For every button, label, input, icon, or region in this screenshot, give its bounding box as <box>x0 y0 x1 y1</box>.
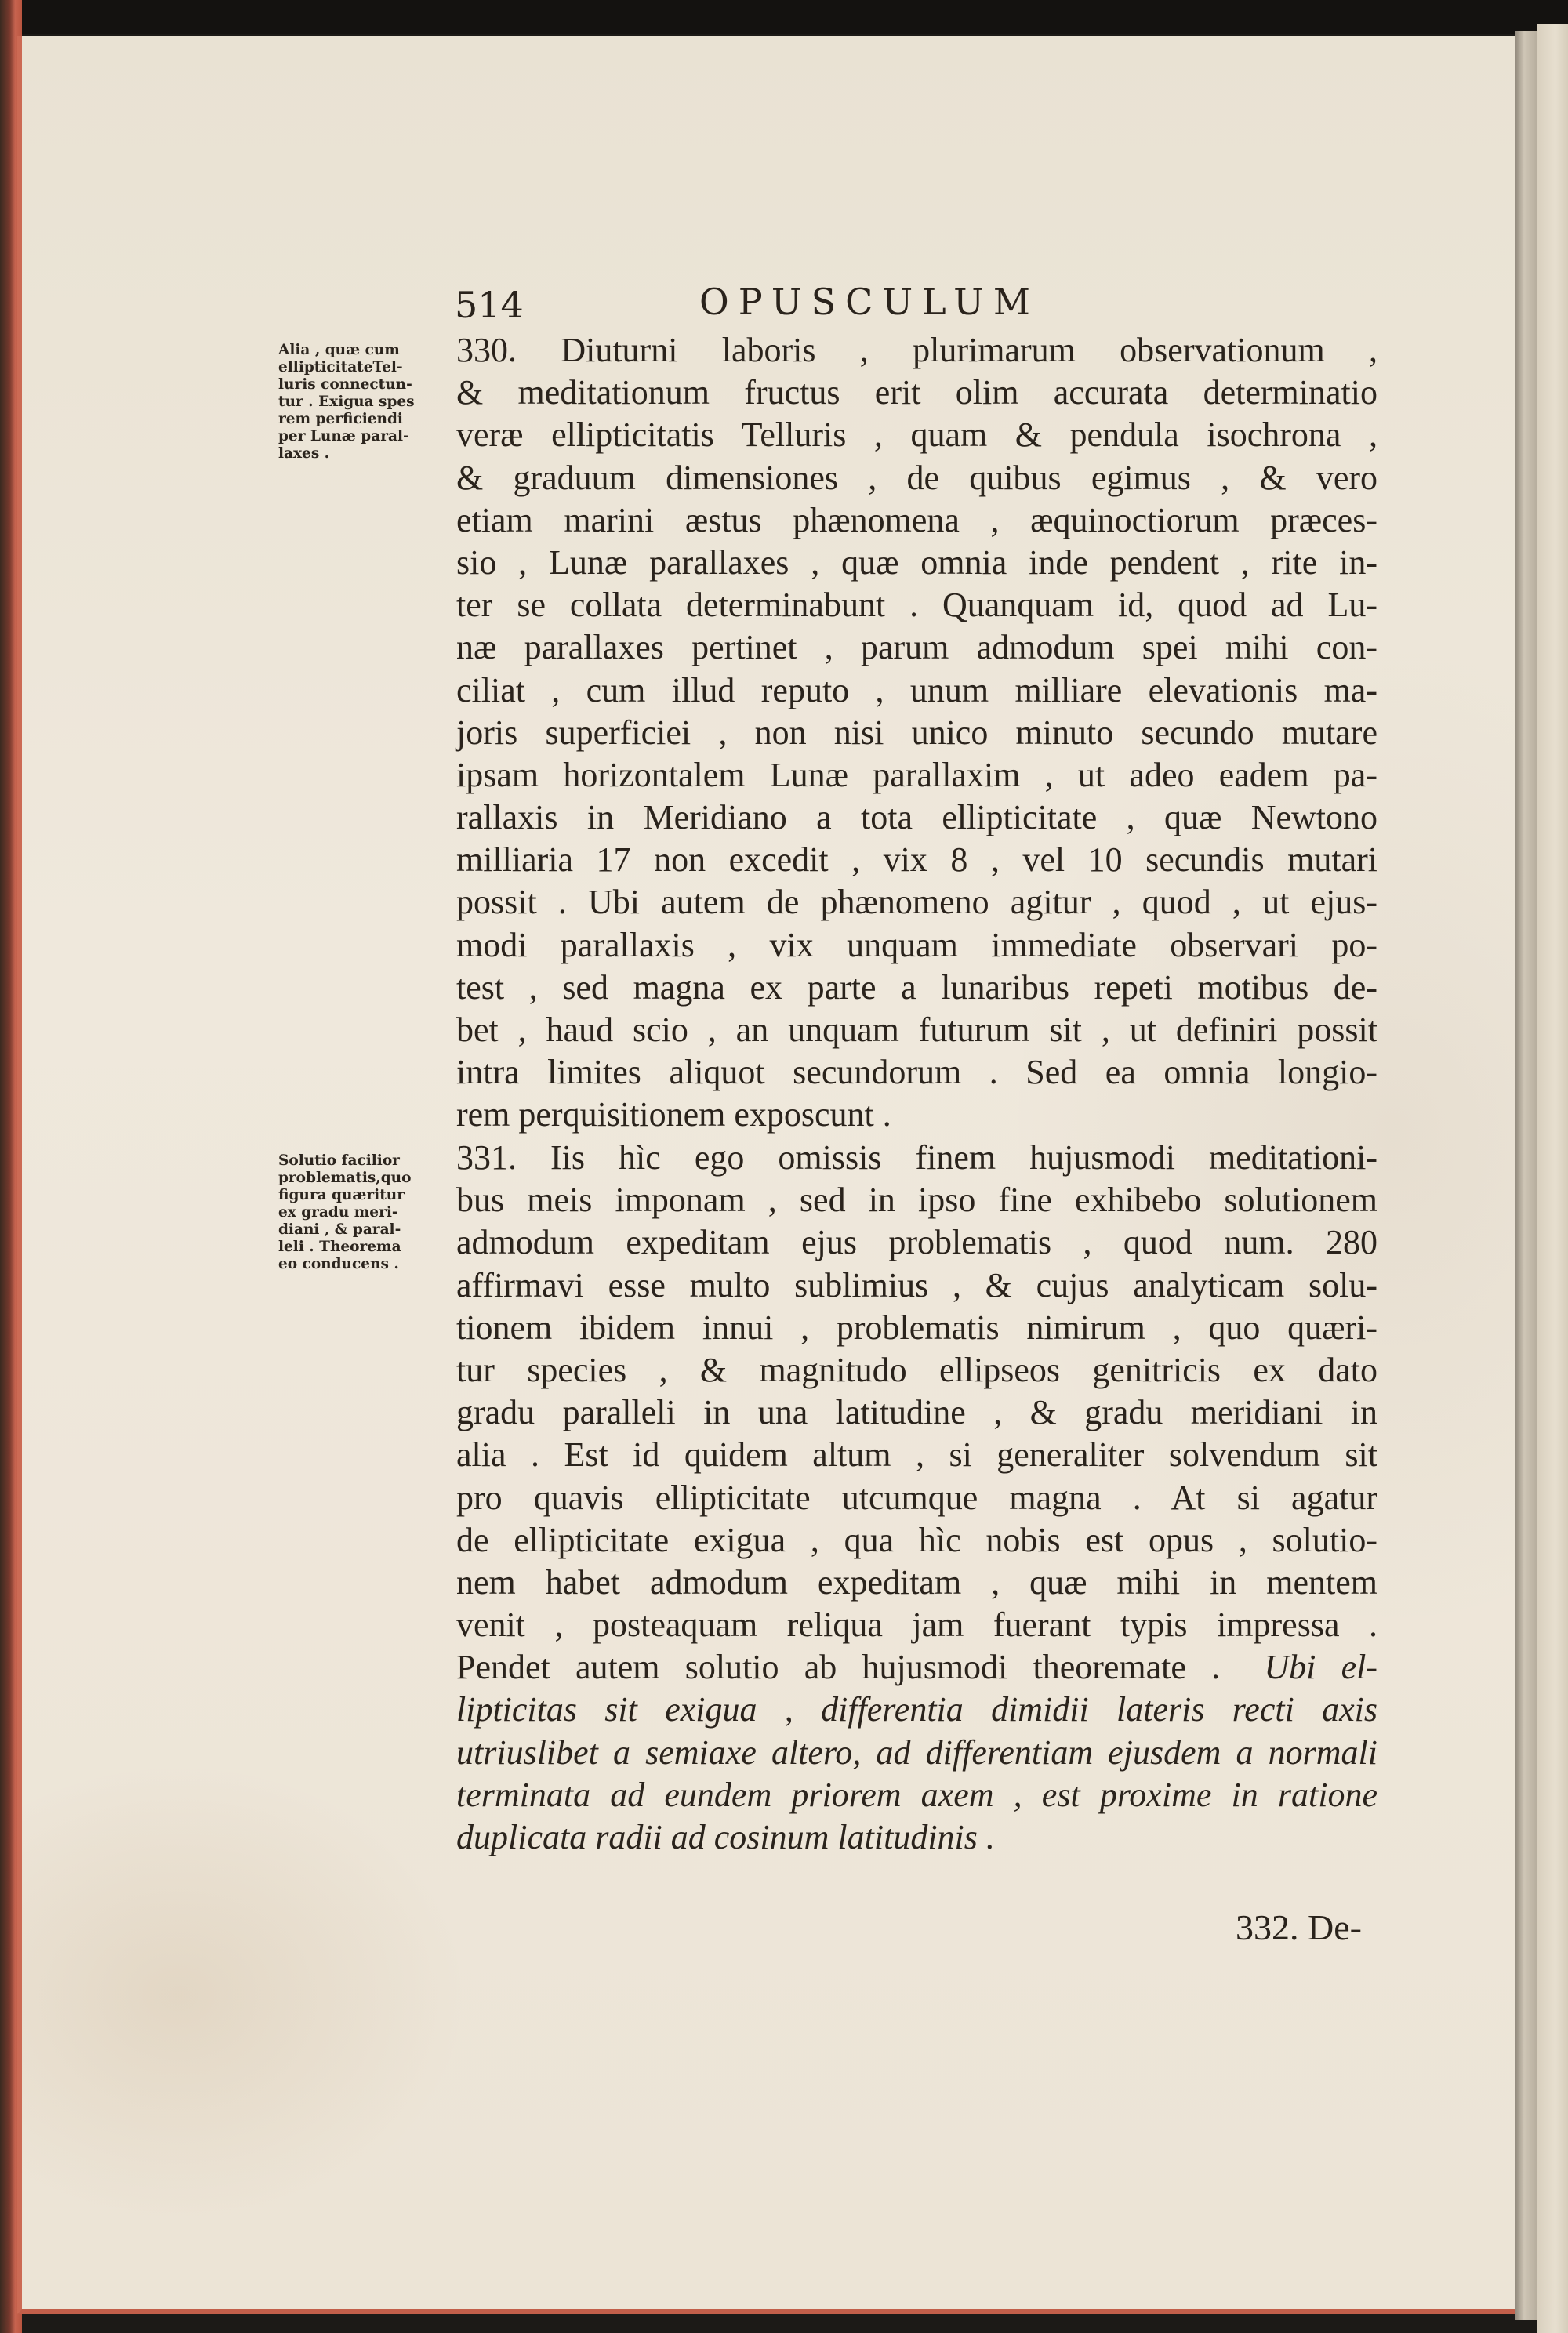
paragraph-330 <box>456 329 1377 1137</box>
theorem-line: lipticitas sit exigua , differentia dimidii lateris recti axis <box>456 1690 1377 1729</box>
margin-note-line: luris connectun- <box>278 376 412 393</box>
margin-note-line: leli . Theorema <box>278 1239 401 1255</box>
margin-note-line: figura quæritur <box>278 1187 405 1203</box>
text-line: ipsam horizontalem Lunæ parallaxim , ut adeo eadem pa- <box>456 755 1377 794</box>
text-line: 330. Diuturni laboris , plurimarum observationum , <box>456 331 1377 369</box>
text-line-with-theorem-start <box>456 1646 1377 1689</box>
text-line: venit , posteaquam reliqua jam fuerant typis impressa . <box>456 1606 1377 1645</box>
text-line: & graduum dimensiones , de quibus egimus , & vero <box>456 458 1377 497</box>
page-gutter <box>1515 31 1538 2320</box>
text-line: joris superficiei , non nisi unico minuto secundo mutare <box>456 713 1377 752</box>
margin-note-1 <box>278 342 449 463</box>
margin-note-line: problematis,quo <box>278 1170 412 1186</box>
text-line: nem habet admodum expeditam , quæ mihi in mentem <box>456 1562 1377 1602</box>
text-line: affirmavi esse multo sublimius , & cujus analyticam solu- <box>456 1265 1377 1304</box>
text-line: sio , Lunæ parallaxes , quæ omnia inde pendent , rite in- <box>456 542 1377 582</box>
margin-note-line: ellipticitateTel- <box>278 359 403 376</box>
margin-note-line: eo conducens . <box>278 1256 399 1272</box>
margin-note-line: Alia , quæ cum <box>278 342 400 358</box>
text-line: tur species , & magnitudo ellipseos genitricis ex dato <box>456 1350 1377 1389</box>
margin-note-line: per Lunæ paral- <box>278 428 409 444</box>
text-line: possit . Ubi autem de phænomeno agitur , quod , ut ejus- <box>456 883 1377 922</box>
margin-note-2 <box>278 1152 449 1273</box>
text-line: modi parallaxis , vix unquam immediate observari po- <box>456 925 1377 964</box>
text-line: & meditationum fructus erit olim accurata determinatio <box>456 373 1377 412</box>
text-line: test , sed magna ex parte a lunaribus repeti motibus de- <box>456 967 1377 1007</box>
text-line: de ellipticitate exigua , qua hìc nobis est opus , solutio- <box>456 1520 1377 1559</box>
margin-note-line: Solutio facilior <box>278 1152 400 1169</box>
running-head <box>455 281 1380 328</box>
text-run: Pendet autem solutio ab hujusmodi theoremate . <box>456 1648 1221 1687</box>
margin-note-line: laxes . <box>278 445 330 462</box>
margin-note-line: ex gradu meri- <box>278 1204 398 1221</box>
theorem-line: duplicata radii ad cosinum latitudinis . <box>456 1818 995 1856</box>
text-line: bet , haud scio , an unquam futurum sit , ut definiri possit <box>456 1010 1377 1049</box>
theorem-line: terminata ad eundem priorem axem , est proxime in ratione <box>456 1775 1377 1814</box>
text-line: bus meis imponam , sed in ipso fine exhibebo solutionem <box>456 1181 1377 1220</box>
page-number: 514 <box>455 284 524 326</box>
running-title: OPUSCULUM <box>699 281 1040 323</box>
text-line: veræ ellipticitatis Telluris , quam & pendula isochrona , <box>456 415 1377 455</box>
text-line: gradu paralleli in una latitudine , & gradu meridiani in <box>456 1393 1377 1432</box>
scan-background-top <box>0 0 1568 34</box>
text-line: pro quavis ellipticitate utcumque magna . At si agatur <box>456 1478 1377 1517</box>
text-line: næ parallaxes pertinet , parum admodum spei mihi con- <box>456 628 1377 667</box>
text-line: alia . Est id quidem altum , si generaliter solvendum sit <box>456 1435 1377 1475</box>
text-line: admodum expeditam ejus problematis , quod num. 280 <box>456 1223 1377 1262</box>
text-line: milliaria 17 non excedit , vix 8 , vel 10 secundis mutari <box>456 840 1377 880</box>
theorem-line: utriuslibet a semiaxe altero, ad differentiam ejusdem a normali <box>456 1733 1377 1772</box>
text-line: rallaxis in Meridiano a tota ellipticitate , quæ Newtono <box>456 798 1377 837</box>
facing-page-edge <box>1537 24 1568 2333</box>
text-line: rem perquisitionem exposcunt . <box>456 1095 891 1134</box>
text-line: ciliat , cum illud reputo , unum milliare elevationis ma- <box>456 670 1377 709</box>
text-line: ter se collata determinabunt . Quanquam id, quod ad Lu- <box>456 586 1377 625</box>
text-line: etiam marini æstus phænomena , æquinoctiorum præces- <box>456 500 1377 539</box>
margin-note-line: diani , & paral- <box>278 1221 401 1238</box>
text-line: 331. Iis hìc ego omissis finem hujusmodi meditationi- <box>456 1138 1377 1177</box>
theorem-text-start: Ubi el- <box>1264 1648 1378 1687</box>
catchword: 332. De- <box>1236 1907 1362 1947</box>
margin-note-line: rem perficiendi <box>278 411 403 427</box>
text-line: tionem ibidem innui , problematis nimirum , quo quæri- <box>456 1308 1377 1347</box>
paragraph-331 <box>456 1137 1377 1859</box>
text-line: intra limites aliquot secundorum . Sed ea omnia longio- <box>456 1053 1377 1092</box>
margin-note-line: tur . Exigua spes <box>278 394 415 410</box>
